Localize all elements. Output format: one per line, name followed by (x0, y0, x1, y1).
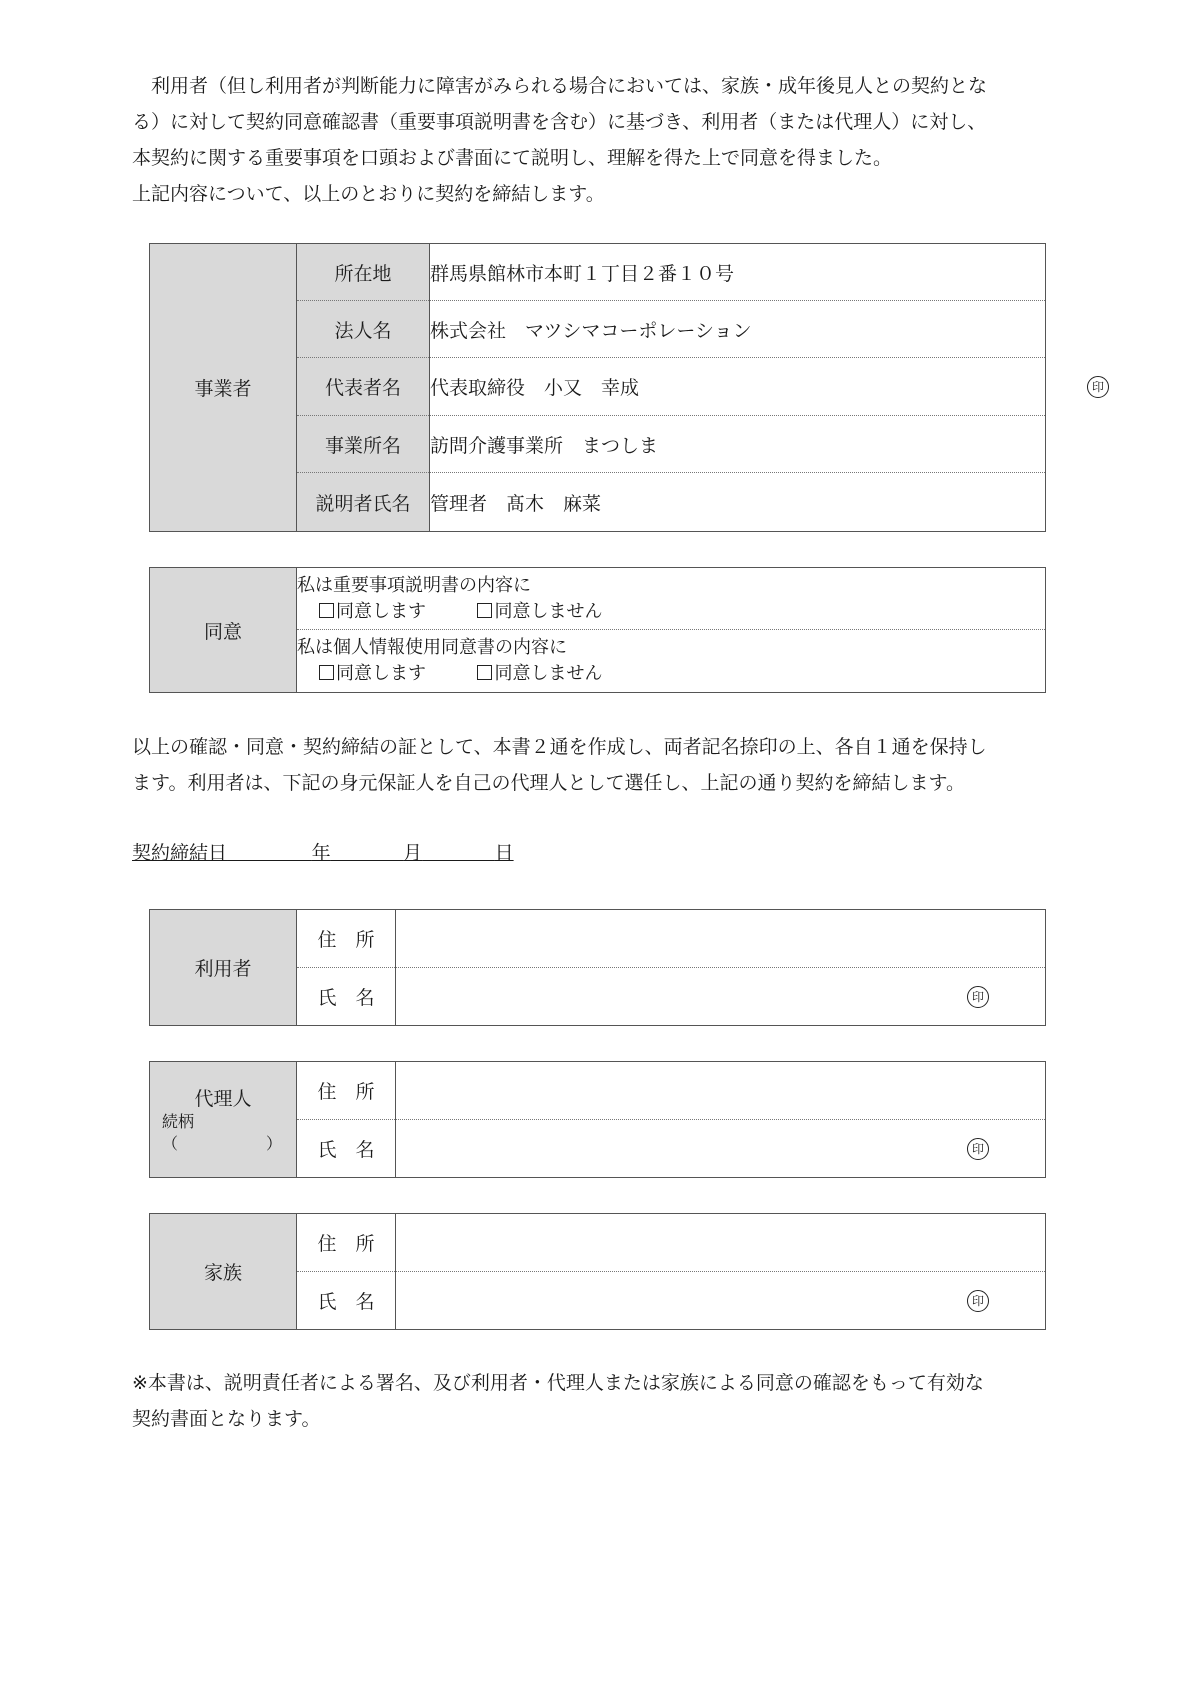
agent-name-field[interactable] (396, 1120, 1046, 1178)
disagree-checkbox[interactable] (477, 665, 492, 680)
seal-icon: 印 (967, 986, 989, 1008)
intro-line: 利用者（但し利用者が判断能力に障害がみられる場合においては、家族・成年後見人との契約とな (132, 75, 988, 97)
corporation-value: 株式会社 マツシマコーポレーション (430, 301, 1046, 358)
family-name-field[interactable] (396, 1272, 1046, 1330)
user-name-field[interactable] (396, 968, 1046, 1026)
consent-important-matters (297, 568, 1046, 630)
user-name-label: 氏 名 (297, 968, 396, 1026)
family-address-label: 住 所 (297, 1214, 396, 1272)
intro-paragraph (132, 68, 1072, 212)
family-address-field[interactable] (396, 1214, 1046, 1272)
agent-address-field[interactable] (396, 1062, 1046, 1120)
relation-close: ） (265, 1134, 282, 1153)
agent-head-cell (150, 1062, 297, 1178)
year-label: 年 (311, 842, 331, 864)
contract-date (132, 838, 514, 865)
seal-icon: 印 (967, 1138, 989, 1160)
intro-line: る）に対して契約同意確認書（重要事項説明書を含む）に基づき、利用者（または代理人）に対し、 (132, 111, 987, 133)
relation-open: （ (162, 1134, 179, 1153)
month-label: 月 (403, 842, 423, 864)
agent-name-label: 氏 名 (297, 1120, 396, 1178)
agent-address-label: 住 所 (297, 1062, 396, 1120)
corporation-label: 法人名 (297, 301, 430, 358)
representative-value: 代表取締役 小又 幸成 (430, 377, 640, 399)
disagree-label: 同意しません (494, 600, 603, 622)
closing-paragraph (132, 729, 1072, 801)
family-head: 家族 (150, 1214, 297, 1330)
operator-head: 事業者 (150, 244, 297, 532)
agent-head: 代理人 (194, 1088, 252, 1110)
representative-label: 代表者名 (297, 358, 430, 416)
disagree-label: 同意しません (494, 663, 603, 684)
user-address-label: 住 所 (297, 910, 396, 968)
family-table (149, 1213, 1046, 1330)
relation-label: 続柄 (162, 1112, 195, 1131)
disagree-checkbox[interactable] (477, 603, 492, 618)
seal-icon: 印 (967, 1290, 989, 1312)
note-line: ※本書は、説明責任者による署名、及び利用者・代理人または家族による同意の確認をもって有効な (132, 1372, 984, 1394)
office-label: 事業所名 (297, 416, 430, 473)
explainer-value: 管理者 髙木 麻菜 (430, 492, 602, 515)
relation-field[interactable] (150, 1133, 296, 1155)
closing-line: ます。利用者は、下記の身元保証人を自己の代理人として選任し、上記の通り契約を締結します。 (132, 772, 965, 794)
seal-icon: 印 (1087, 376, 1109, 398)
consent-head: 同意 (150, 568, 297, 693)
user-head: 利用者 (150, 910, 297, 1026)
day-label: 日 (494, 842, 514, 864)
agent-table (149, 1061, 1046, 1178)
explainer-label: 説明者氏名 (297, 473, 430, 532)
intro-line: 本契約に関する重要事項を口頭および書面にて説明し、理解を得た上で同意を得ました。 (132, 147, 893, 169)
address-label: 所在地 (297, 244, 430, 301)
consent-text: 私は個人情報使用同意書の内容に (297, 637, 567, 658)
operator-table (149, 243, 1104, 532)
date-label: 契約締結日 (132, 842, 228, 864)
office-value: 訪問介護事業所 まつしま (430, 416, 1046, 473)
agree-checkbox[interactable] (319, 603, 334, 618)
intro-line: 上記内容について、以上のとおりに契約を締結します。 (132, 183, 605, 205)
note-paragraph (132, 1365, 1072, 1437)
agree-label: 同意します (336, 600, 426, 622)
user-table (149, 909, 1046, 1026)
agree-label: 同意します (336, 663, 426, 684)
consent-table (149, 567, 1046, 693)
representative-cell (430, 358, 1104, 416)
family-name-label: 氏 名 (297, 1272, 396, 1330)
address-value: 群馬県館林市本町１丁目２番１０号 (430, 244, 1046, 301)
user-address-field[interactable] (396, 910, 1046, 968)
closing-line: 以上の確認・同意・契約締結の証として、本書２通を作成し、両者記名捺印の上、各自１通を保持し (132, 736, 987, 758)
consent-text: 私は重要事項説明書の内容に (297, 574, 531, 596)
note-line: 契約書面となります。 (132, 1408, 321, 1430)
consent-personal-info (297, 630, 1046, 693)
agree-checkbox[interactable] (319, 665, 334, 680)
